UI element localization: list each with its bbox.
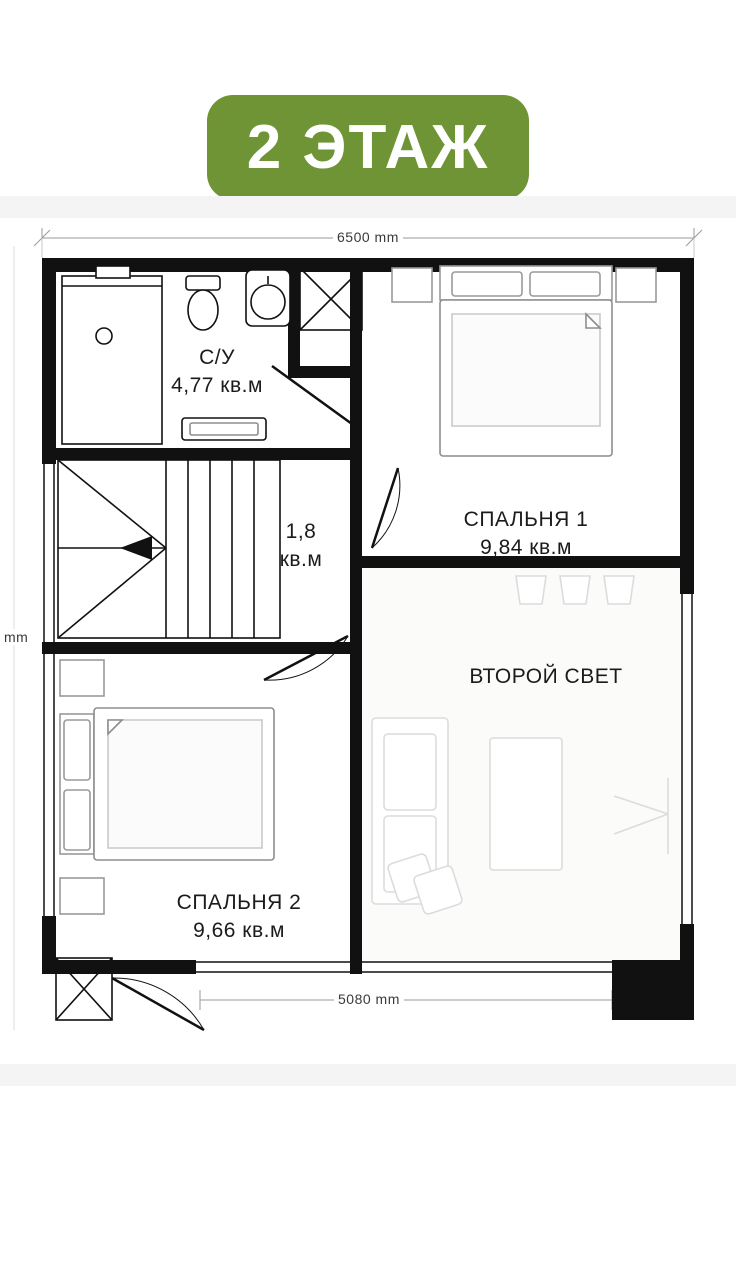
room-label-hall-name: 1,8 [285, 520, 317, 543]
top-divider-band [0, 196, 736, 218]
room-label-bathroom-area: 4,77 кв.м [171, 374, 263, 397]
dimension-bottom-label: 5080 mm [334, 991, 404, 1007]
room-label-hall-area: кв.м [279, 548, 323, 571]
staircase [58, 460, 280, 638]
room-label-bathroom-name: С/У [199, 346, 235, 369]
dimension-left-label: mm [0, 629, 32, 645]
room-label-second-light: ВТОРОЙ СВЕТ [469, 665, 623, 688]
dimension-top-label: 6500 mm [333, 229, 403, 245]
floor-plan [0, 218, 736, 1064]
floor-title-badge [207, 95, 529, 200]
room-label-bedroom2-name: СПАЛЬНЯ 2 [176, 891, 302, 914]
room-label-bedroom1-area: 9,84 кв.м [480, 536, 572, 559]
bottom-divider-band [0, 1064, 736, 1086]
bedroom2-furniture [60, 660, 274, 914]
room-label-bedroom1-name: СПАЛЬНЯ 1 [463, 508, 589, 531]
room-label-bedroom2-area: 9,66 кв.м [193, 919, 285, 942]
bedroom1-furniture [392, 266, 656, 456]
floor-title-label: 2 ЭТАЖ [246, 112, 490, 182]
floor-plan-drawing [0, 218, 736, 1064]
